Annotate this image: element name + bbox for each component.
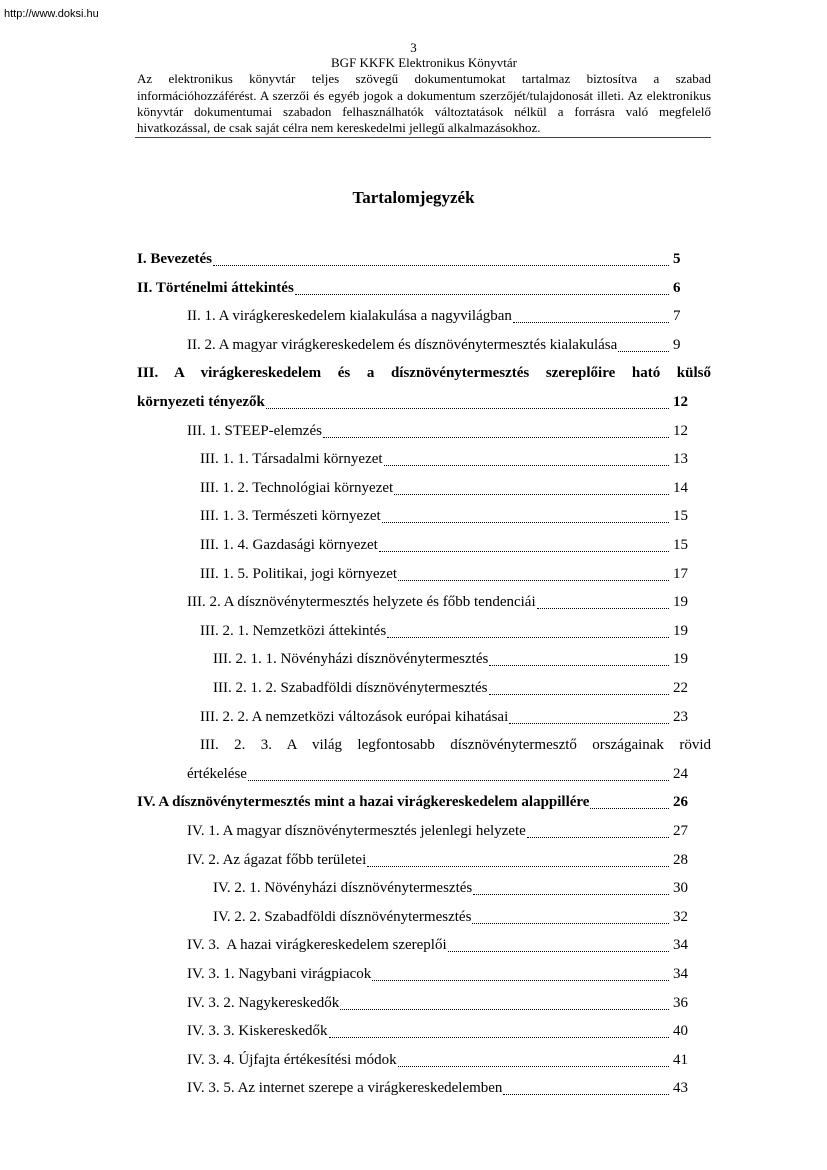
- dot-leader: [513, 322, 669, 323]
- toc-entry-first-line[interactable]: III. 2. 3. A világ legfontosabb dísznövénytermesztő országainak rövid: [200, 737, 711, 754]
- dot-leader: [248, 780, 669, 781]
- dot-leader: [489, 694, 669, 695]
- toc-entry[interactable]: [213, 903, 689, 931]
- dot-leader: [367, 866, 669, 867]
- toc-entry-page: 13: [673, 451, 688, 468]
- toc-entry-title: IV. 3. 3. Kiskereskedők: [187, 1023, 328, 1040]
- toc-entry-title: IV. 2. 1. Növényházi dísznövénytermesztés: [213, 880, 473, 897]
- dot-leader: [398, 580, 669, 581]
- toc-entry-title: III. 2. A dísznövénytermesztés helyzete és főbb tendenciái: [187, 594, 536, 611]
- toc-entry-page: 22: [673, 680, 688, 696]
- toc-entry-page: 19: [673, 622, 688, 639]
- toc-entry-page: 15: [673, 537, 688, 553]
- toc-entry[interactable]: [187, 588, 689, 616]
- toc-entry-page: 40: [673, 1023, 688, 1040]
- dot-leader: [472, 923, 669, 924]
- toc-entry-title: IV. 3. 2. Nagykereskedők: [187, 994, 340, 1011]
- dot-leader: [618, 351, 669, 352]
- toc-entry-title: I. Bevezetés: [137, 251, 212, 267]
- toc-entry-page: 32: [673, 908, 688, 925]
- dot-leader: [384, 465, 669, 466]
- toc-entry-page: 34: [673, 937, 688, 954]
- toc-entry-title: IV. 1. A magyar dísznövénytermesztés jelenlegi helyzete: [187, 823, 526, 839]
- toc-entry-page: 26: [673, 794, 688, 811]
- toc-entry[interactable]: [213, 674, 689, 702]
- toc-entry-title: IV. 3. 4. Újfajta értékesítési módok: [187, 1051, 397, 1068]
- toc-entry[interactable]: [137, 245, 689, 273]
- dot-leader: [382, 522, 669, 523]
- toc-entry[interactable]: [200, 703, 689, 731]
- toc-entry[interactable]: [187, 960, 689, 988]
- toc-entry[interactable]: [187, 1017, 689, 1045]
- toc-entry-title: IV. 3. 1. Nagybani virágpiacok: [187, 966, 372, 982]
- toc-entry-page: 28: [673, 851, 688, 868]
- toc-entry-page: 5: [673, 251, 681, 267]
- toc-entry-title: III. 1. STEEP-elemzés: [187, 422, 322, 439]
- toc-entry-page: 27: [673, 823, 688, 839]
- library-notice: [137, 71, 711, 136]
- toc-entry-title: III. 1. 4. Gazdasági környezet: [200, 537, 378, 553]
- library-header: [137, 55, 711, 136]
- dot-leader: [398, 1066, 669, 1067]
- dot-leader: [379, 551, 669, 552]
- toc-entry[interactable]: [187, 989, 689, 1017]
- toc-entry-page: 30: [673, 880, 688, 897]
- toc-entry-page: 19: [673, 594, 688, 611]
- dot-leader: [590, 808, 669, 809]
- dot-leader: [213, 265, 669, 266]
- notice-text: Az elektronikus könyvtár teljes szövegű dokumentumokat tartalmaz biztosítva a szabad információhozzáférést. A szerzői és egyéb jogok a dokumentum szerzőjét/tulajdonosát illeti. Az elektronikus könyvtár dokumentumai szabadon felhasználhatók változtatások nélkül a forrásra való megfelelő hivatkozással, de csak saját célra nem kereskedelmi jellegű alkalmazásokhoz.: [137, 71, 711, 136]
- toc-entry-title: III. 2. 1. 1. Növényházi dísznövénytermesztés: [213, 651, 489, 668]
- toc-entry-title: IV. 3. 5. Az internet szerepe a virágkereskedelemben: [187, 1080, 503, 1097]
- toc-entry-page: 6: [673, 279, 681, 296]
- toc-entry[interactable]: [187, 931, 689, 959]
- library-name: BGF KKFK Elektronikus Könyvtár: [331, 55, 517, 70]
- toc-entry[interactable]: [213, 645, 689, 673]
- dot-leader: [323, 437, 669, 438]
- toc-entry-page: 19: [673, 651, 688, 668]
- toc-entry[interactable]: [187, 846, 689, 874]
- toc-entry-page: 14: [673, 479, 688, 496]
- toc-entry-title: értékelése: [187, 765, 247, 782]
- toc-entry[interactable]: [187, 1074, 689, 1102]
- toc-entry[interactable]: [187, 302, 689, 330]
- toc-entry-page: 23: [673, 708, 688, 725]
- toc-entry-page: 36: [673, 994, 688, 1011]
- toc-entry-title: IV. A dísznövénytermesztés mint a hazai virágkereskedelem alappillére: [137, 794, 590, 811]
- toc-entry-page: 24: [673, 765, 688, 782]
- toc-entry-title: III. 2. 2. A nemzetközi változások európai kihatásai: [200, 708, 509, 725]
- toc-entry-title: IV. 2. 2. Szabadföldi dísznövénytermesztés: [213, 908, 472, 925]
- toc-entry[interactable]: [187, 331, 689, 359]
- toc-entry[interactable]: [200, 560, 689, 588]
- toc-entry[interactable]: [187, 760, 689, 788]
- toc-entry-page: 12: [673, 394, 688, 410]
- toc-entry-title: II. 1. A virágkereskedelem kialakulása a nagyvilágban: [187, 308, 512, 325]
- toc-entry[interactable]: [213, 874, 689, 902]
- toc-entry[interactable]: [187, 417, 689, 445]
- toc-entry-title: III. 1. 3. Természeti környezet: [200, 508, 381, 525]
- toc-entry-title: III. 1. 2. Technológiai környezet: [200, 479, 394, 496]
- toc-entry-page: 15: [673, 508, 688, 525]
- header-rule: [135, 137, 711, 138]
- toc-entry-page: 7: [673, 308, 681, 325]
- toc-entry-first-line[interactable]: III. A virágkereskedelem és a dísznövénytermesztés szereplőire ható külső: [137, 365, 711, 382]
- page-number: 3: [410, 40, 417, 55]
- toc-entry[interactable]: [137, 788, 689, 816]
- toc-entry[interactable]: [200, 617, 689, 645]
- toc-entry-page: 17: [673, 565, 688, 582]
- dot-leader: [537, 608, 669, 609]
- dot-leader: [340, 1009, 669, 1010]
- toc-entry-page: 9: [673, 336, 681, 353]
- toc-entry[interactable]: [137, 388, 689, 416]
- dot-leader: [329, 1037, 669, 1038]
- toc-entry-title: III. 2. 1. Nemzetközi áttekintés: [200, 622, 387, 639]
- toc-entry-title: III. 2. 1. 2. Szabadföldi dísznövénytermesztés: [213, 680, 488, 696]
- toc-entry-title: IV. 2. Az ágazat főbb területei: [187, 851, 367, 868]
- dot-leader: [387, 637, 669, 638]
- toc-entry-title: IV. 3. A hazai virágkereskedelem szereplői: [187, 937, 447, 954]
- dot-leader: [372, 980, 669, 981]
- toc-entry-title: III. 1. 1. Társadalmi környezet: [200, 451, 383, 468]
- dot-leader: [266, 408, 669, 409]
- dot-leader: [509, 723, 669, 724]
- toc-entry[interactable]: [200, 531, 689, 559]
- toc-title: Tartalomjegyzék: [352, 188, 475, 207]
- dot-leader: [489, 665, 669, 666]
- toc-entry-title: környezeti tényezők: [137, 394, 265, 410]
- dot-leader: [394, 494, 669, 495]
- toc-entry-page: 34: [673, 966, 688, 982]
- source-url[interactable]: http://www.doksi.hu: [4, 8, 99, 20]
- toc-entry-page: 12: [673, 422, 688, 439]
- toc-entry-title: III. 1. 5. Politikai, jogi környezet: [200, 565, 398, 582]
- toc-entry-page: 43: [673, 1080, 688, 1097]
- toc-entry-title: II. Történelmi áttekintés: [137, 279, 294, 296]
- toc-entry[interactable]: [200, 445, 689, 473]
- toc-entry[interactable]: [200, 474, 689, 502]
- dot-leader: [503, 1094, 669, 1095]
- toc-entry[interactable]: [200, 502, 689, 530]
- dot-leader: [295, 294, 669, 295]
- toc-entry[interactable]: [187, 817, 689, 845]
- dot-leader: [527, 837, 669, 838]
- toc-entry[interactable]: [187, 1046, 689, 1074]
- toc-entry-page: 41: [673, 1051, 688, 1068]
- dot-leader: [448, 951, 669, 952]
- toc-entry[interactable]: [137, 274, 689, 302]
- toc-entry-title: II. 2. A magyar virágkereskedelem és dísznövénytermesztés kialakulása: [187, 336, 618, 353]
- dot-leader: [473, 894, 669, 895]
